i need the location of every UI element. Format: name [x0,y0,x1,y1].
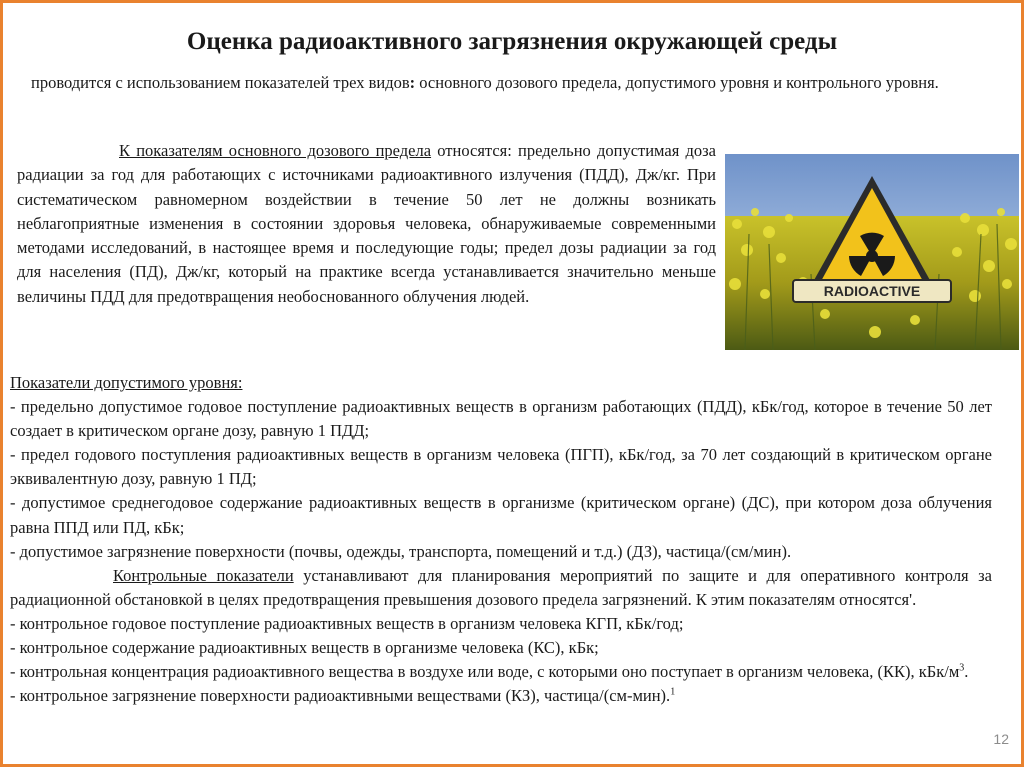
list-item: - контрольное содержание радиоактивных веществ в организме человека (КС), кБк; [10,638,599,658]
permissible-levels-section [10,371,992,708]
list-item: - предел годового поступления радиоактивных веществ в организм человека (ПГП), кБк/год, за 70 лет создающий в критическом органе эквивалентную дозу, равную 1 ПД; [10,445,992,489]
intro-colon: : [409,73,416,92]
radioactive-field-photo [725,154,1019,350]
dose-limit-text: относятся: предельно допустимая доза радиации за год для работающих с источниками радиоактивного излучения (ПДД), Дж/кг. При систематическом равномерном воздействии в течение 50 лет не должны возникать неблагоприятные изменения в состоянии здоровья человека, обнаруживаемые современными методами исследований, в настоящее время и последующие годы; предел дозы радиации за год для населения (ПД), Дж/кг, который на практике всегда устанавливается значительно меньше величины ПДД для предотвращения необоснованного облучения людей. [17,141,716,306]
dose-limit-heading: К показателям основного дозового предела [119,141,432,160]
list-item: - предельно допустимое годовое поступление радиоактивных веществ в организм работающих (ПДД), кБк/год, которое в течение 50 лет создает в критическом органе дозу, равную 1 ПДД; [10,397,992,441]
list-item: - допустимое среднегодовое содержание радиоактивных веществ в организме (критическом органе) (ДС), при котором доза облучения равна ППД или ПД, кБк; [10,493,992,537]
page-number: 12 [993,731,1009,747]
control-indicators-text: устанавливают для планирования мероприятий по защите и для оперативного контроля за радиационной обстановкой в целях предотвращения превышения дозового предела загрязнений. К этим показателям относятся'. [10,565,993,609]
control-indicators-heading: Контрольные показатели [113,565,294,585]
intro-text-start: проводится с использованием показателей трех видов [31,73,410,92]
list-item: - контрольная концентрация радиоактивного вещества в воздухе или воде, с которыми оно поступает в организм человека, (КК), кБк/$м^3$. [10,662,969,682]
dose-limit-paragraph [17,139,716,309]
control-indicators-paragraph [10,564,992,612]
intro-paragraph [28,71,1006,95]
slide-title: Оценка радиоактивного загрязнения окружающей среды [186,28,838,55]
sign-label: RADIOACTIVE [823,283,921,299]
list-item: - контрольное загрязнение поверхности радиоактивными веществами (КЗ), частица/(см-мин).$^1$ [10,686,676,706]
permissible-levels-heading: Показатели допустимого уровня: [10,373,243,392]
list-item: - контрольное годовое поступление радиоактивных веществ в организм человека КГП, кБк/год; [10,613,684,633]
radiation-warning-sign-icon [725,154,1019,350]
list-item: - допустимое загрязнение поверхности (почвы, одежды, транспорта, помещений и т.д.) (ДЗ), частица/(см/мин). [10,541,792,561]
intro-text-end: основного дозового предела, допустимого уровня и контрольного уровня. [415,73,939,92]
